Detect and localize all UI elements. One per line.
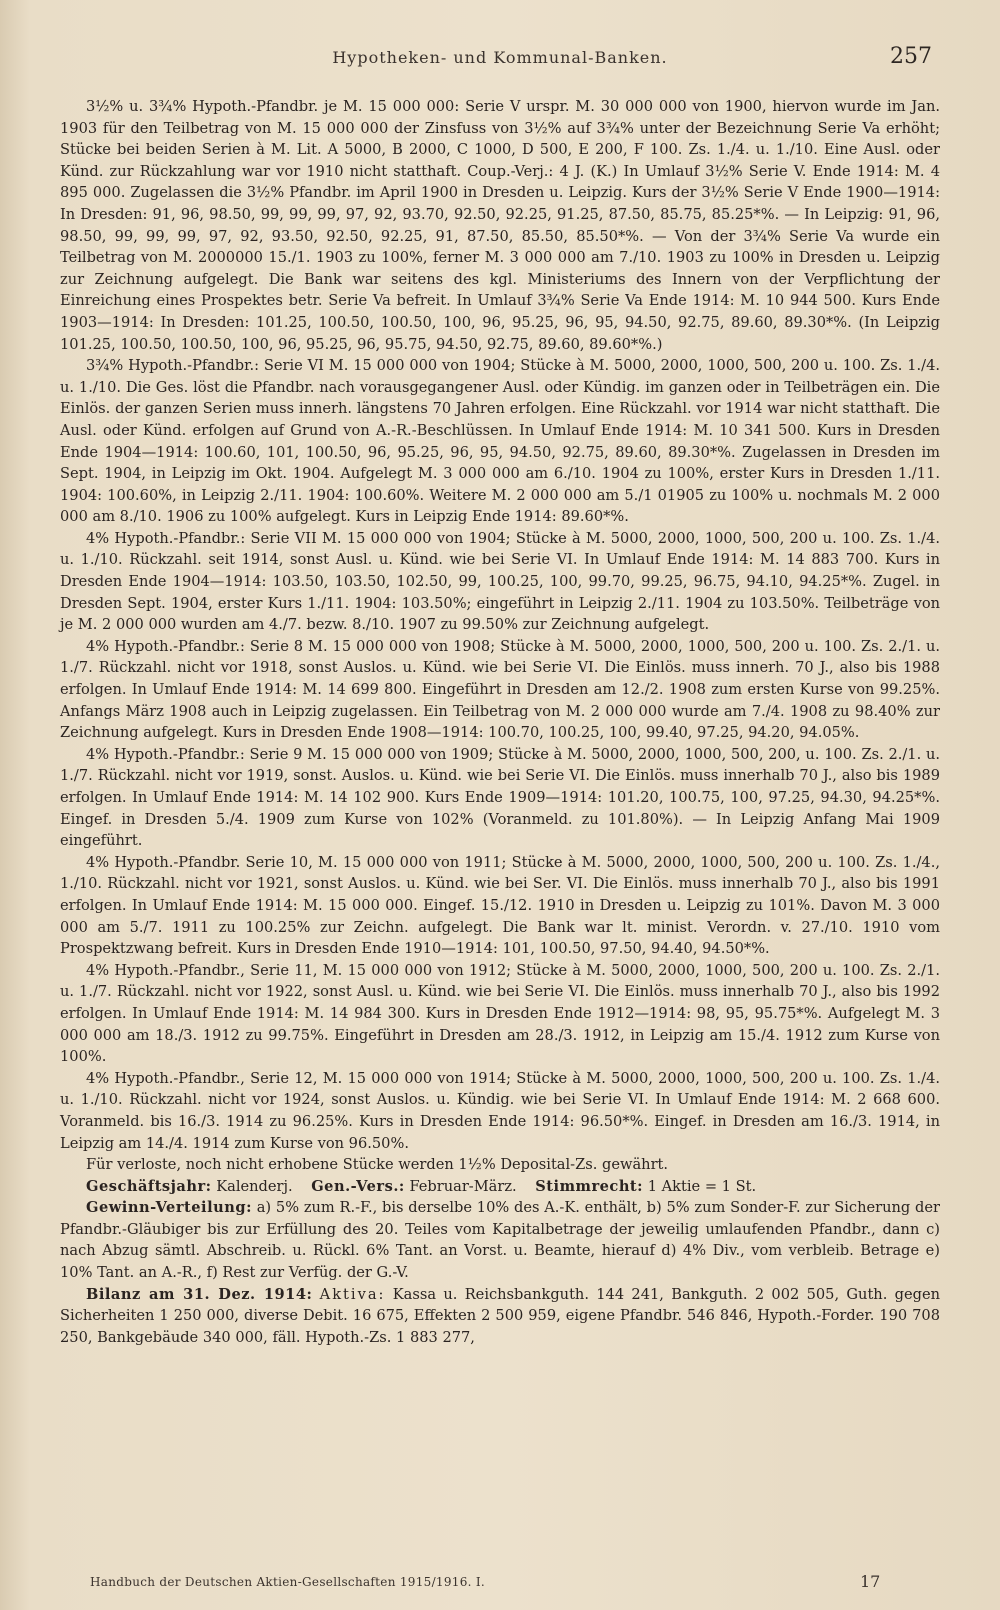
paragraph-deposital-interest: Für verloste, noch nicht erhobene Stücke werden 1½% Deposital-Zs. gewährt.: [86, 1156, 669, 1174]
running-title: Hypotheken- und Kommunal-Banken.: [332, 48, 668, 67]
page-number: 257: [890, 44, 932, 69]
genvers-value: Februar-März.: [409, 1177, 517, 1195]
paragraph-series-8: 4% Hypoth.-Pfandbr.: Serie 8 M. 15 000 000 von 1908; Stücke à M. 5000, 2000, 1000, 500, 200 u. 100. Zs. 2./1. u. 1./7. Rückzahl. nicht vor 1918, sonst Auslos. u. Künd. wie bei Serie VI. Die Einlös. muss innerh. 70 J., also bis 1988 erfolgen. In Umlauf Ende 1914: M. 14 699 800. Eingeführt in Dresden am 12./2. 1908 zum ersten Kurse von 99.25%. Anfangs März 1908 auch in Leipzig zugelassen. Ein Teilbetrag von M. 2 000 000 wurde am 7./4. 1908 zu 98.40% zur Zeichnung aufgelegt. Kurs in Dresden Ende 1908—1914: 100.70, 100.25, 100, 99.40, 97.25, 94.20, 94.05%.: [60, 637, 940, 742]
paragraph-series-5: 3½% u. 3¾% Hypoth.-Pfandbr. je M. 15 000 000: Serie V urspr. M. 30 000 000 von 1900, hiervon wurde im Jan. 1903 für den Teilbetrag von M. 15 000 000 der Zinsfuss von 3½% auf 3¾% unter der Bezeichnung Serie Va erhöht; Stücke bei beiden Serien à M. Lit. A 5000, B 2000, C 1000, D 500, E 200, F 100. Zs. 1./4. u. 1./10. Eine Ausl. oder Künd. zur Rückzahlung war vor 1910 nicht statthaft. Coup.-Verj.: 4 J. (K.) In Umlauf 3½% Serie V. Ende 1914: M. 4 895 000. Zugelassen die 3½% Pfandbr. im April 1900 in Dresden u. Leipzig. Kurs der 3½% Serie V Ende 1900—1914: In Dresden: 91, 96, 98.50, 99, 99, 99, 97, 92, 93.70, 92.50, 92.25, 91.25, 87.50, 85.75, 85.25*%. — In Leipzig: 91, 96, 98.50, 99, 99, 99, 97, 92, 93.50, 92.50, 92.25, 91, 87.50, 85.50, 85.50*%. — Von der 3¾% Serie Va wurde ein Teilbetrag von M. 2000000 15./1. 1903 zu 100%, ferner M. 3 000 000 am 7./10. 1903 zu 100% in Dresden u. Leipzig zur Zeichnung aufgelegt. Die Bank war seitens des kgl. Ministeriums des Innern von der Verpflichtung der Einreichung eines Prospektes betr. Serie Va befreit. In Umlauf 3¾% Serie Va Ende 1914: M. 10 944 500. Kurs Ende 1903—1914: In Dresden: 101.25, 100.50, 100.50, 100, 96, 95.25, 96, 95, 94.50, 92.75, 89.60, 89.30*%. (In Leipzig 101.25, 100.50, 100.50, 100, 96, 95.25, 96, 95.75, 94.50, 92.75, 89.60, 89.60*%.): [60, 98, 940, 353]
gewinn-text: a) 5% zum R.-F., bis derselbe 10% des A.-K. enthält, b) 5% zum Sonder-F. zur Sicherung der Pfandbr.-Gläubiger bis zur Erfüllung des 20. Teiles vom Kapitalbetrage der jeweilig umlaufenden Pfandbr., dann c) nach Abzug sämtl. Abschreib. u. Rückl. 6% Tant. an Vorst. u. Beamte, hierauf d) 4% Div., vom verbleib. Betrage e) 10% Tant. an A.-R., f) Rest zur Verfüg. der G.-V.: [60, 1199, 940, 1282]
geschaeftsjahr-label: Geschäftsjahr:: [86, 1177, 212, 1195]
bilanz-text: Kassa u. Reichsbankguth. 144 241, Bankguth. 2 002 505, Guth. gegen Sicherheiten 1 250 000, diverse Debit. 16 675, Effekten 2 500 959, eigene Pfandbr. 546 846, Hypoth.-Forder. 190 708 250, Bankgebäude 340 000, fäll. Hypoth.-Zs. 1 883 277,: [60, 1285, 941, 1346]
paragraph-series-11: 4% Hypoth.-Pfandbr., Serie 11, M. 15 000 000 von 1912; Stücke à M. 5000, 2000, 1000, 500, 200 u. 100. Zs. 2./1. u. 1./7. Rückzahl. nicht vor 1922, sonst Ausl. u. Künd. wie bei Serie VI. Die Einlös. muss innerhalb 70 J., also bis 1992 erfolgen. In Umlauf Ende 1914: M. 14 984 300. Kurs in Dresden Ende 1912—1914: 98, 95, 95.75*%. Aufgelegt M. 3 000 000 am 18./3. 1912 zu 99.75%. Eingeführt in Dresden am 28./3. 1912, in Leipzig am 15./4. 1912 zum Kurse von 100%.: [60, 961, 940, 1066]
gewinn-label: Gewinn-Verteilung:: [86, 1199, 252, 1217]
paragraph-profit-distribution: [60, 1197, 940, 1283]
body-text: [60, 96, 940, 1348]
paragraph-series-10: 4% Hypoth.-Pfandbr. Serie 10, M. 15 000 000 von 1911; Stücke à M. 5000, 2000, 1000, 500, 200 u. 100. Zs. 1./4., 1./10. Rückzahl. nicht vor 1921, sonst Auslos. u. Künd. wie bei Ser. VI. Die Einlös. muss innerhalb 70 J., also bis 1991 erfolgen. In Umlauf Ende 1914: M. 15 000 000. Eingef. 15./12. 1910 in Dresden u. Leipzig zu 101%. Davon M. 3 000 000 am 5./7. 1911 zu 100.25% zur Zeichn. aufgelegt. Die Bank war lt. minist. Verordn. v. 27./10. 1910 vom Prospektzwang befreit. Kurs in Dresden Ende 1910—1914: 101, 100.50, 97.50, 94.40, 94.50*%.: [60, 853, 940, 958]
footer-sheet-signature: 17: [860, 1572, 881, 1591]
stimmrecht-value: 1 Aktie = 1 St.: [647, 1177, 757, 1195]
bilanz-label: Bilanz am 31. Dez. 1914:: [86, 1285, 313, 1303]
paragraph-balance-sheet: [60, 1284, 940, 1349]
stimmrecht-label: Stimmrecht:: [535, 1177, 644, 1195]
running-head: [60, 44, 940, 74]
paragraph-series-6: 3¾% Hypoth.-Pfandbr.: Serie VI M. 15 000 000 von 1904; Stücke à M. 5000, 2000, 1000, 500, 200 u. 100. Zs. 1./4. u. 1./10. Die Ges. löst die Pfandbr. nach vorausgegangener Ausl. oder Kündig. im ganzen oder in Teilbeträgen ein. Die Einlös. der ganzen Serien muss innerh. längstens 70 Jahren erfolgen. Eine Rückzahl. vor 1914 war nicht statthaft. Die Ausl. oder Künd. erfolgen auf Grund von A.-R.-Beschlüssen. In Umlauf Ende 1914: M. 10 341 500. Kurs in Dresden Ende 1904—1914: 100.60, 101, 100.50, 96, 95.25, 96, 95, 94.50, 92.75, 89.60, 89.30*%. Zugelassen in Dresden im Sept. 1904, in Leipzig im Okt. 1904. Aufgelegt M. 3 000 000 am 6./10. 1904 zu 100%, erster Kurs in Dresden 1./11. 1904: 100.60%, in Leipzig 2./11. 1904: 100.60%. Weitere M. 2 000 000 am 5./1 01905 zu 100% u. nochmals M. 2 000 000 am 8./10. 1906 zu 100% aufgelegt. Kurs in Leipzig Ende 1914: 89.60*%.: [60, 357, 940, 526]
genvers-label: Gen.-Vers.:: [311, 1177, 405, 1195]
geschaeftsjahr-value: Kalenderj.: [216, 1177, 293, 1195]
paragraph-series-9: 4% Hypoth.-Pfandbr.: Serie 9 M. 15 000 000 von 1909; Stücke à M. 5000, 2000, 1000, 500, 200, u. 100. Zs. 2./1. u. 1./7. Rückzahl. nicht vor 1919, sonst. Auslos. u. Künd. wie bei Serie VI. Die Einlös. muss innerhalb 70 J., also bis 1989 erfolgen. In Umlauf Ende 1914: M. 14 102 900. Kurs Ende 1909—1914: 101.20, 100.75, 100, 97.25, 94.30, 94.25*%. Eingef. in Dresden 5./4. 1909 zum Kurse von 102% (Voranmeld. zu 101.80%). — In Leipzig Anfang Mai 1909 eingeführt.: [60, 745, 940, 850]
paragraph-business-info: [60, 1176, 940, 1198]
paragraph-series-12: 4% Hypoth.-Pfandbr., Serie 12, M. 15 000 000 von 1914; Stücke à M. 5000, 2000, 1000, 500, 200 u. 100. Zs. 1./4. u. 1./10. Rückzahl. nicht vor 1924, sonst Auslos. u. Kündig. wie bei Serie VI. In Umlauf Ende 1914: M. 2 668 600. Voranmeld. bis 16./3. 1914 zu 96.25%. Kurs in Dresden Ende 1914: 96.50*%. Eingef. in Dresden am 16./3. 1914, in Leipzig am 14./4. 1914 zum Kurse von 96.50%.: [60, 1069, 940, 1152]
paragraph-series-7: 4% Hypoth.-Pfandbr.: Serie VII M. 15 000 000 von 1904; Stücke à M. 5000, 2000, 1000, 500, 200 u. 100. Zs. 1./4. u. 1./10. Rückzahl. seit 1914, sonst Ausl. u. Künd. wie bei Serie VI. In Umlauf Ende 1914: M. 14 883 700. Kurs in Dresden Ende 1904—1914: 103.50, 103.50, 102.50, 99, 100.25, 100, 99.70, 99.25, 96.75, 94.10, 94.25*%. Zugel. in Dresden Sept. 1904, erster Kurs 1./11. 1904: 103.50%; eingeführt in Leipzig 2./11. 1904 zu 103.50%. Teilbeträge von je M. 2 000 000 wurden am 4./7. bezw. 8./10. 1907 zu 99.50% zur Zeichnung aufgelegt.: [60, 529, 940, 634]
footer-imprint: Handbuch der Deutschen Aktien-Gesellschaften 1915/1916. I.: [90, 1575, 486, 1589]
page-footer: [60, 1572, 940, 1594]
bilanz-aktiva-label: Aktiva:: [319, 1285, 386, 1303]
